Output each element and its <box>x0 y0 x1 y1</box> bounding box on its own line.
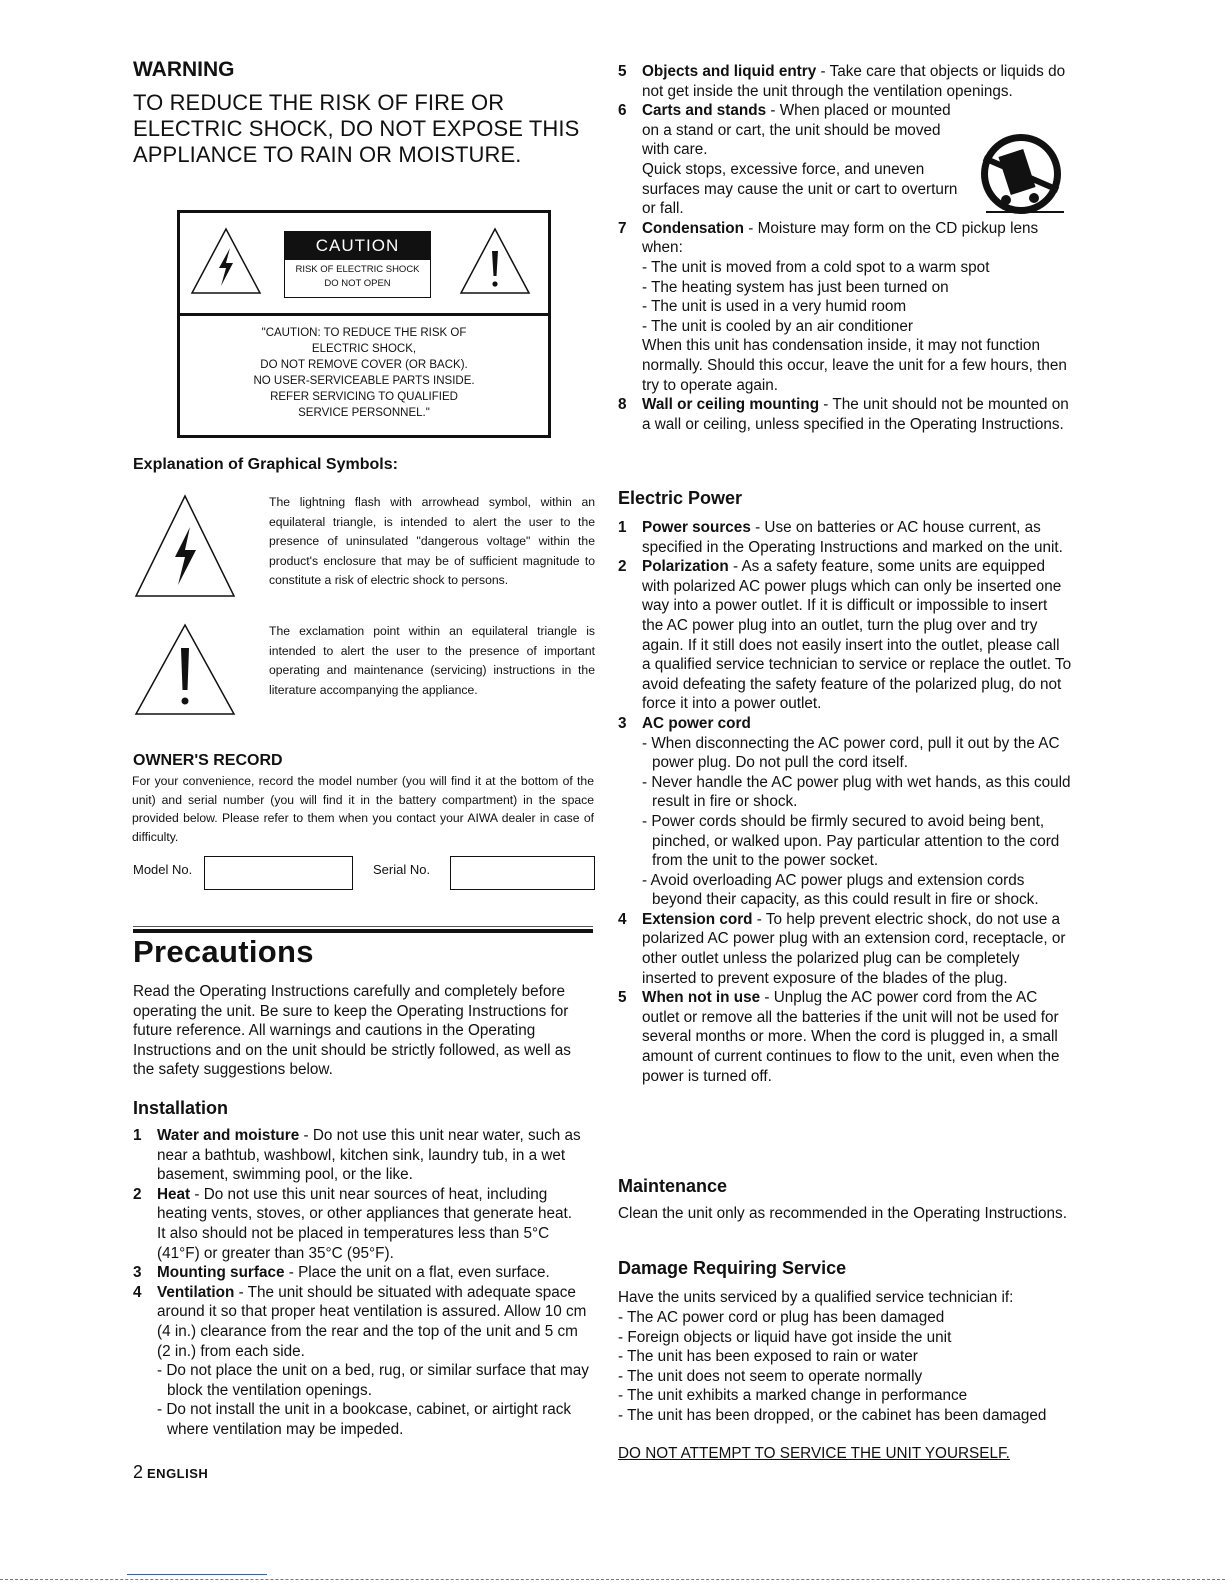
item-term: Extension cord <box>642 910 753 928</box>
caution-sub-line: RISK OF ELECTRIC SHOCK <box>295 264 420 275</box>
divider <box>133 926 593 927</box>
model-number-label: Model No. <box>133 862 193 877</box>
list-item <box>133 1263 595 1283</box>
maintenance-text: Clean the unit only as recommended in the Operating Instructions. <box>618 1205 1067 1222</box>
item-text: - The unit should be situated with adequate space around it so that proper heat ventilation is assured. Allow 10 cm (4 in.) clearance from the rear and the top of the unit and 5 cm (2 in.) from each side. <box>157 1283 587 1360</box>
item-text: - Place the unit on a flat, even surface. <box>284 1264 550 1282</box>
caution-sub <box>285 263 430 291</box>
warning-line: APPLIANCE TO RAIN OR MOISTURE. <box>133 142 522 167</box>
exclamation-triangle-icon <box>458 226 532 296</box>
list-item <box>618 518 1072 557</box>
item-term: Power sources <box>642 519 751 536</box>
list-item: - The AC power cord or plug has been damaged <box>618 1309 945 1326</box>
precautions-title: Precautions <box>133 934 314 969</box>
list-item <box>618 988 1072 1086</box>
item-text: - When placed or mounted on a stand or cart, the unit should be moved with care. <box>642 102 951 159</box>
caution-label: CAUTION <box>285 232 430 260</box>
item-number: 1 <box>133 1127 142 1144</box>
item-text: - Take care that objects or liquids do not get inside the unit through the ventilation openings. <box>642 63 1066 100</box>
installation-list-continued <box>618 62 1072 434</box>
item-dash: - The unit is cooled by an air conditioner <box>642 317 913 335</box>
item-number: 5 <box>618 63 627 80</box>
damage-heading: Damage Requiring Service <box>618 1258 847 1278</box>
item-dash: - When disconnecting the AC power cord, pull it out by the AC power plug. Do not pull the cord itself. <box>642 734 1060 772</box>
item-number: 6 <box>618 102 627 120</box>
list-item: - The unit does not seem to operate normally <box>618 1367 923 1385</box>
warning-heading: WARNING <box>133 58 235 81</box>
item-dash: - Do not place the unit on a bed, rug, or similar surface that may block the ventilation openings. <box>157 1362 589 1399</box>
item-extra: It also should not be placed in temperatures less than 5°C (41°F) or greater than 35°C (95°F). <box>157 1224 550 1262</box>
damage-list <box>618 1308 1072 1426</box>
item-term: Mounting surface <box>157 1264 285 1282</box>
left-column <box>132 58 595 1438</box>
list-item <box>133 1126 595 1185</box>
list-item <box>133 1283 595 1440</box>
item-text: - To help prevent electric shock, do not use a polarized AC power plug with an extension cord, receptacle, or other outlet unless the polarized plug can be completely inserted to prevent exposure of the blades of the plug. <box>642 910 1066 987</box>
item-number: 1 <box>618 519 627 536</box>
caution-center-panel <box>284 231 431 298</box>
item-term: Ventilation <box>157 1283 235 1301</box>
item-term: AC power cord <box>642 714 751 732</box>
page-footer <box>133 1462 208 1483</box>
exclamation-symbol-icon <box>133 622 237 718</box>
item-term: When not in use <box>642 989 761 1007</box>
list-item: - The unit exhibits a marked change in performance <box>618 1387 968 1405</box>
warning-line: ELECTRIC SHOCK, DO NOT EXPOSE THIS <box>133 116 580 141</box>
list-item <box>618 557 1072 714</box>
page-bottom-rule <box>0 1579 1225 1581</box>
list-item: - The unit has been dropped, or the cabinet has been damaged <box>618 1406 1047 1424</box>
do-not-service-warning: DO NOT ATTEMPT TO SERVICE THE UNIT YOURSELF. <box>618 1445 1010 1462</box>
item-text: - As a safety feature, some units are equipped with polarized AC power plugs which can only be inserted one way into a power outlet. If it is difficult or impossible to insert the AC power plug into an outlet, turn the plug over and try again. If it still does not easily insert into the outlet, please call a qualified service technician to service or replace the outlet. To avoid defeating the safety feature of the polarized plug, do not force it into a power outlet. <box>642 558 1072 713</box>
list-item: - Foreign objects or liquid have got inside the unit <box>618 1328 952 1346</box>
list-item: - The unit has been exposed to rain or water <box>618 1348 918 1366</box>
item-number: 2 <box>133 1185 142 1203</box>
page-number: 2 <box>133 1462 144 1482</box>
item-term: Objects and liquid entry <box>642 63 817 80</box>
warning-text <box>133 90 595 168</box>
owner-record-text: For your convenience, record the model number (you will find it at the bottom of the unit) and serial number (you will find it in the battery compartment) in the space provided below. Please refer to them when you contact your AIWA dealer in case of difficulty. <box>132 774 594 844</box>
item-number: 7 <box>618 219 627 237</box>
item-number: 4 <box>618 910 627 928</box>
item-term: Water and moisture <box>157 1127 300 1144</box>
warning-line: TO REDUCE THE RISK OF FIRE OR <box>133 90 505 115</box>
item-text: - Do not use this unit near sources of heat, including heating vents, stoves, or other appliances that generate heat. <box>157 1185 572 1223</box>
item-term: Heat <box>157 1185 191 1203</box>
cart-warning-icon <box>976 126 1066 222</box>
model-number-box <box>204 856 353 890</box>
item-term: Condensation <box>642 219 744 237</box>
caution-top <box>180 213 548 316</box>
page-bottom-link-line <box>127 1574 267 1575</box>
item-term: Polarization <box>642 558 729 576</box>
lightning-symbol-icon <box>133 493 237 601</box>
item-dash: - The heating system has just been turned on <box>642 278 949 296</box>
item-extra: Quick stops, excessive force, and uneven surfaces may cause the unit or cart to overturn or fall. <box>642 160 958 218</box>
exclamation-symbol-row <box>133 622 595 722</box>
item-text: - Unplug the AC power cord from the AC outlet or remove all the batteries if the unit will not be used for several months or more. When the cord is plugged in, a small amount of current continues to flow to the unit, even when the power is turned off. <box>642 989 1060 1085</box>
installation-heading: Installation <box>133 1098 229 1118</box>
item-dash: - The unit is used in a very humid room <box>642 298 907 316</box>
exclamation-symbol-text: The exclamation point within an equilateral triangle is intended to alert the user to the presence of important operating and maintenance (servicing) instructions in the literature accompanying the appliance. <box>269 624 595 697</box>
serial-number-box <box>450 856 595 890</box>
language-label: ENGLISH <box>147 1466 209 1481</box>
damage-intro: Have the units serviced by a qualified service technician if: <box>618 1289 1014 1306</box>
item-number: 3 <box>133 1264 142 1282</box>
item-number: 2 <box>618 558 627 576</box>
electric-power-heading: Electric Power <box>618 488 743 508</box>
item-number: 8 <box>618 396 627 414</box>
item-text: - Do not use this unit near water, such as near a bathtub, washbowl, kitchen sink, laundry tub, in a wet basement, swimming pool, or the like. <box>157 1127 581 1184</box>
item-dash: - The unit is moved from a cold spot to a warm spot <box>642 258 990 276</box>
list-item <box>618 714 1072 910</box>
lightning-symbol-text: The lightning flash with arrowhead symbol, within an equilateral triangle, is intended to alert the user to the presence of uninsulated "dangerous voltage" within the product's enclosure that may be of sufficient magnitude to constitute a risk of electric shock to persons. <box>269 495 595 587</box>
item-dash: - Power cords should be firmly secured to avoid being bent, pinched, or walked upon. Pay particular attention to the cord from the unit to the power socket. <box>642 812 1060 870</box>
installation-list <box>133 1126 595 1440</box>
precautions-intro: Read the Operating Instructions carefully and completely before operating the unit. Be sure to keep the Operating Instructions for future reference. All warnings and cautions in the Operating Instructions and on the unit should be strictly followed, as well as the safety suggestions below. <box>133 983 571 1079</box>
lightning-symbol-row <box>133 493 595 613</box>
item-term: Wall or ceiling mounting <box>642 396 820 414</box>
item-number: 4 <box>133 1283 142 1301</box>
item-dash: - Never handle the AC power plug with wet hands, as this could result in fire or shock. <box>642 773 1071 811</box>
list-item <box>618 395 1072 434</box>
item-text: - Use on batteries or AC house current, as specified in the Operating Instructions and marked on the unit. <box>642 519 1063 556</box>
list-item <box>618 62 1072 101</box>
record-fields <box>133 856 595 892</box>
list-item <box>618 910 1072 988</box>
lightning-triangle-icon <box>189 226 263 296</box>
serial-number-label: Serial No. <box>373 862 431 877</box>
item-dash: - Avoid overloading AC power plugs and extension cords beyond their capacity, as this could result in fire or shock. <box>642 871 1039 909</box>
item-number: 3 <box>618 714 627 732</box>
maintenance-heading: Maintenance <box>618 1176 728 1196</box>
owner-record-heading: OWNER'S RECORD <box>133 752 283 769</box>
list-item <box>133 1185 595 1263</box>
item-text: - The unit should not be mounted on a wall or ceiling, unless specified in the Operating Instructions. <box>642 396 1069 433</box>
divider <box>133 929 593 933</box>
caution-divider <box>180 313 548 316</box>
item-dash: - Do not install the unit in a bookcase, cabinet, or airtight rack where ventilation may be impeded. <box>157 1401 572 1438</box>
symbols-heading: Explanation of Graphical Symbols: <box>133 456 398 473</box>
list-item <box>618 219 1072 395</box>
electric-power-list <box>618 518 1072 1086</box>
caution-quote: "CAUTION: TO REDUCE THE RISK OF ELECTRIC SHOCK, DO NOT REMOVE COVER (OR BACK). NO USER-SERVICEABLE PARTS INSIDE. REFER SERVICING TO QUALIFIED SERVICE PERSONNEL." <box>253 327 475 419</box>
caution-label-box <box>177 210 551 438</box>
item-text: - Moisture may form on the CD pickup lens when: <box>642 219 1039 257</box>
caution-sub-line: DO NOT OPEN <box>324 278 391 289</box>
item-extra: When this unit has condensation inside, it may not function normally. Should this occur, leave the unit for a few hours, then try to operate again. <box>642 337 1067 394</box>
item-number: 5 <box>618 989 627 1007</box>
item-term: Carts and stands <box>642 102 767 120</box>
